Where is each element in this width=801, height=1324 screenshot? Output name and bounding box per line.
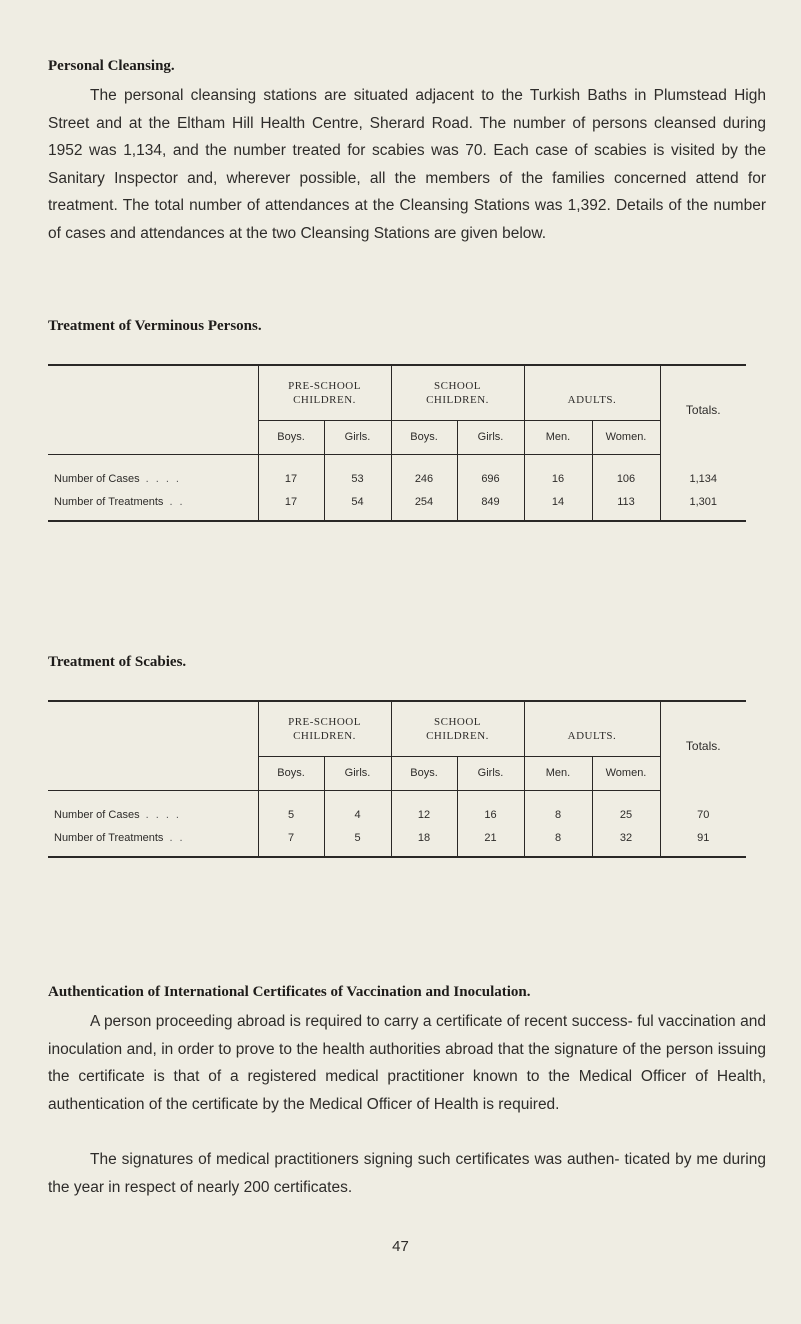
verminous-persons-table	[48, 364, 746, 522]
adults-header: ADULTS.	[524, 702, 660, 756]
sub-header-girls: Girls.	[324, 420, 391, 454]
cell: 7	[258, 826, 324, 850]
sub-header-boys: Boys.	[391, 420, 457, 454]
personal-cleansing-paragraph: The personal cleansing stations are situated adjacent to the Turkish Baths in Plumstead High Street and at the Eltham Hill Health Centre, Sherard Road. The number of persons cleansed during 1952 was 1,134, and the number treated for scabies was 70. Each case of scabies is visited by the Sanitary Inspector and, wherever possible, all the members of the families concerned attend for treatment. The total number of attendances at the Cleansing Stations was 1,392. Details of the number of cases and attendances at the two Cleansing Stations are given below.	[48, 87, 766, 242]
sub-header-men: Men.	[524, 420, 592, 454]
table-row: Number of Treatments . . 7 5 18 21 8 32 91	[48, 826, 746, 850]
cell: 254	[391, 490, 457, 514]
cell: 54	[324, 490, 391, 514]
authentication-paragraph-1: A person proceeding abroad is required to carry a certificate of recent success- ful vaccination and inoculation and, in order to prove to the health authorities abroad that the signature of the person issuing the certificate is that of a registered medical practitioner known to the Medical Officer of Health, authentication of the certificate by the Medical Officer of Health is required.	[48, 1013, 766, 1113]
cell: 106	[592, 454, 660, 490]
cell: 849	[457, 490, 524, 514]
sub-header-boys: Boys.	[258, 756, 324, 790]
cell: 17	[258, 454, 324, 490]
cell: 5	[258, 790, 324, 826]
pre-school-header: PRE-SCHOOL CHILDREN.	[258, 366, 391, 420]
cell: 1,301	[660, 490, 746, 514]
sub-header-boys: Boys.	[391, 756, 457, 790]
cell: 5	[324, 826, 391, 850]
row-label: Number of Cases	[54, 809, 140, 821]
sub-header-girls: Girls.	[324, 756, 391, 790]
authentication-paragraph-2: The signatures of medical practitioners signing such certificates was authen- ticated by me during the year in respect of nearly 200 certificates.	[48, 1151, 766, 1196]
cell: 246	[391, 454, 457, 490]
totals-header: Totals.	[660, 366, 746, 454]
cell: 18	[391, 826, 457, 850]
cell: 53	[324, 454, 391, 490]
page-number: 47	[392, 1238, 409, 1255]
school-children-header: SCHOOL CHILDREN.	[391, 702, 524, 756]
school-children-header: SCHOOL CHILDREN.	[391, 366, 524, 420]
sub-header-men: Men.	[524, 756, 592, 790]
sub-header-women: Women.	[592, 756, 660, 790]
cell: 70	[660, 790, 746, 826]
scabies-heading: Treatment of Scabies.	[48, 654, 187, 670]
cell: 696	[457, 454, 524, 490]
adults-header: ADULTS.	[524, 366, 660, 420]
sub-header-girls: Girls.	[457, 420, 524, 454]
cell: 25	[592, 790, 660, 826]
scabies-table	[48, 700, 746, 858]
cell: 14	[524, 490, 592, 514]
table-row: Number of Cases . . . . 17 53 246 696 16 106 1,134	[48, 454, 746, 490]
table-row: Number of Cases . . . . 5 4 12 16 8 25 70	[48, 790, 746, 826]
row-label: Number of Treatments	[54, 832, 164, 844]
pre-school-header: PRE-SCHOOL CHILDREN.	[258, 702, 391, 756]
cell: 21	[457, 826, 524, 850]
cell: 113	[592, 490, 660, 514]
row-label: Number of Cases	[54, 473, 140, 485]
row-label: Number of Treatments	[54, 496, 164, 508]
cell: 8	[524, 790, 592, 826]
cell: 91	[660, 826, 746, 850]
sub-header-women: Women.	[592, 420, 660, 454]
cell: 17	[258, 490, 324, 514]
personal-cleansing-heading: Personal Cleansing.	[48, 58, 175, 74]
sub-header-girls: Girls.	[457, 756, 524, 790]
cell: 16	[524, 454, 592, 490]
cell: 8	[524, 826, 592, 850]
cell: 16	[457, 790, 524, 826]
cell: 1,134	[660, 454, 746, 490]
totals-header: Totals.	[660, 702, 746, 790]
cell: 12	[391, 790, 457, 826]
sub-header-boys: Boys.	[258, 420, 324, 454]
cell: 32	[592, 826, 660, 850]
verminous-persons-heading: Treatment of Verminous Persons.	[48, 318, 262, 334]
authentication-heading: Authentication of International Certificates of Vaccination and Inoculation.	[48, 984, 531, 1000]
cell: 4	[324, 790, 391, 826]
table-row: Number of Treatments . . 17 54 254 849 14 113 1,301	[48, 490, 746, 514]
